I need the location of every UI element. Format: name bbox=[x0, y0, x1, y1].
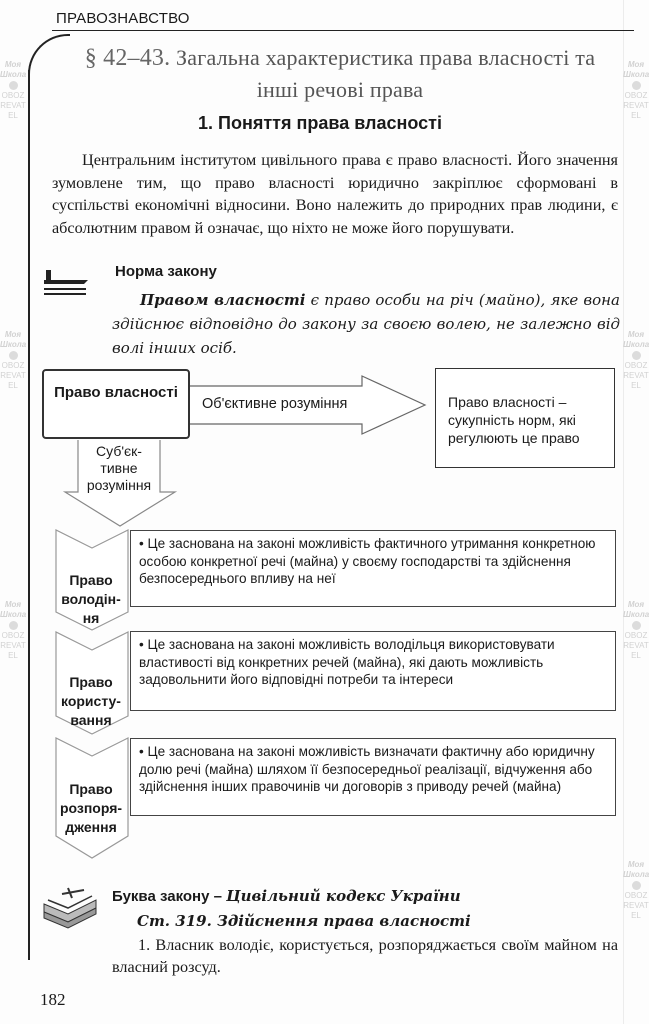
watermark: Моя Школа OBOZREVATEL bbox=[623, 330, 649, 390]
right-possession-box bbox=[130, 530, 616, 607]
law-letter-heading bbox=[112, 887, 461, 905]
right-disposal-text: • Це заснована на законі можливість визначати фактичну або юридичну долю речі (майна) шляхом її безпосередньої реалізації, відчуження або здійснення інших правочинів чи договорів з приводу речей (майна) bbox=[139, 744, 595, 794]
objective-definition-box bbox=[435, 368, 615, 468]
norm-term: Правом власності bbox=[140, 291, 306, 309]
section-number: § 42–43. bbox=[84, 45, 171, 71]
right-disposal-box bbox=[130, 738, 616, 816]
subsection-heading: 1. Поняття права власності bbox=[198, 113, 442, 133]
right-use-text: • Це заснована на законі можливість володільця використовувати властивості від конкретних речей (майна), які дають можливість задовольнити його відповідні потреби та інтереси bbox=[139, 637, 555, 687]
article-text bbox=[112, 934, 618, 978]
law-letter-label: Буква закону – bbox=[112, 888, 227, 905]
watermark: Моя Школа OBOZREVATEL bbox=[623, 600, 649, 660]
ownership-box-label: Право власності bbox=[54, 384, 178, 401]
right-disposal-label: Право розпоря-дження bbox=[59, 781, 123, 835]
objective-definition-text: Право власності – сукупність норм, які регулюють це право bbox=[448, 394, 580, 446]
right-use-label: Право користу-вання bbox=[61, 674, 121, 728]
watermark: Моя Школа OBOZREVATEL bbox=[623, 860, 649, 920]
right-possession-text: • Це заснована на законі можливість фактичного утримання конкретною особою конкретної речі (майна) у своєму господарстві та здійснення безпосереднього впливу на неї bbox=[139, 536, 596, 586]
watermark: Моя Школа OBOZREVATEL bbox=[0, 330, 27, 390]
watermark: Моя Школа OBOZREVATEL bbox=[0, 600, 27, 660]
law-source: Цивільний кодекс України bbox=[226, 887, 461, 905]
objective-understanding-label: Об'єктивне розуміння bbox=[202, 396, 348, 412]
open-book-icon bbox=[38, 886, 102, 930]
section-title-text: Загальна характеристика права власності та інші речові права bbox=[176, 45, 596, 102]
running-head: ПРАВОЗНАВСТВО bbox=[56, 10, 190, 27]
article-title: Ст. 319. Здійснення права власності bbox=[137, 912, 471, 930]
right-possession-label: Право володін-ня bbox=[61, 572, 121, 626]
norm-text: є право особи на річ (майно), яке вона здійснює відповідно до закону за своєю волею, не залежно від волі інших осіб. bbox=[112, 291, 621, 357]
subjective-understanding-label: Суб'єк-тивне розуміння bbox=[86, 443, 152, 493]
page-number: 182 bbox=[40, 990, 66, 1009]
article-paragraph: 1. Власник володіє, користується, розпоряджається своїм майном на власний розсуд. bbox=[112, 936, 618, 976]
watermark: Моя Школа OBOZREVATEL bbox=[0, 60, 27, 120]
ownership-box bbox=[42, 369, 190, 439]
watermark: Моя Школа OBOZREVATEL bbox=[623, 60, 649, 120]
norm-label: Норма закону bbox=[115, 263, 217, 280]
right-use-box bbox=[130, 631, 616, 711]
intro-text: Центральним інститутом цивільного права є право власності. Його значення зумовлене тим, що право власності юридично закріплює сформовані в суспільстві економічні відносини. Воно належить до природних прав людини, є абсолютним правом й означає, що ніхто не може його порушувати. bbox=[52, 151, 618, 237]
